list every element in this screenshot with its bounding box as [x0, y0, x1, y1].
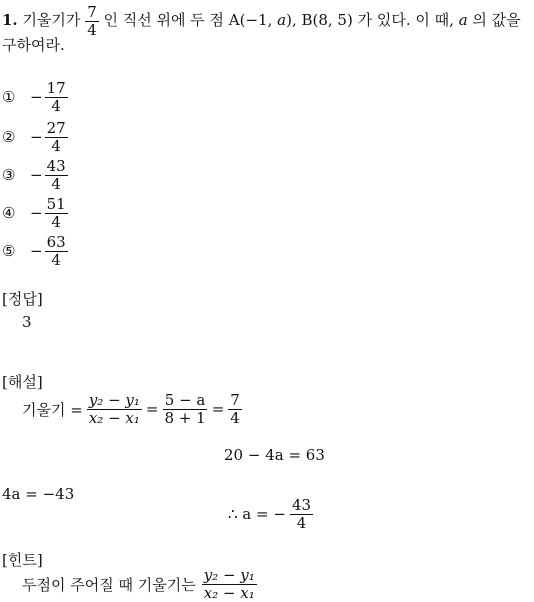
answer-heading: [정답]	[2, 290, 43, 308]
choice-marker: ①	[2, 88, 16, 106]
choice-1[interactable]	[2, 80, 68, 114]
choice-sign: −	[30, 242, 43, 260]
answer-value: 3	[22, 313, 32, 331]
var-a-2: a	[458, 11, 468, 29]
choice-2[interactable]	[2, 120, 68, 154]
choice-denominator: 4	[51, 212, 61, 231]
equals-sign: =	[211, 400, 225, 418]
question-line-1	[2, 4, 521, 38]
explanation-therefore-line	[228, 497, 313, 531]
substituted-fraction	[162, 392, 207, 426]
formula-denominator: x₂ − x₁	[88, 408, 140, 427]
slope-formula-fraction	[87, 392, 142, 426]
slope-numerator: 7	[87, 3, 97, 21]
hint-denominator: x₂ − x₁	[203, 583, 255, 602]
question-text-2: 인 직선 위에 두 점 A(−1,	[103, 11, 278, 29]
question-number: 1.	[2, 11, 18, 29]
explanation-equation-3: 4a = −43	[2, 485, 75, 503]
choice-numerator: 63	[46, 233, 66, 251]
question-text-4: 의 값을	[472, 11, 521, 29]
result-slope-denominator: 4	[230, 408, 240, 427]
therefore-text: ∴ a = −	[228, 505, 286, 523]
final-fraction	[290, 497, 313, 531]
choice-fraction	[45, 158, 68, 192]
result-slope-numerator: 7	[230, 391, 240, 409]
choice-sign: −	[30, 166, 43, 184]
choice-sign: −	[30, 204, 43, 222]
choice-numerator: 51	[46, 195, 66, 213]
choice-numerator: 43	[46, 157, 66, 175]
hint-line	[22, 567, 257, 601]
choice-denominator: 4	[51, 174, 61, 193]
result-slope-fraction	[228, 392, 242, 426]
choice-marker: ④	[2, 204, 16, 222]
final-denominator: 4	[296, 513, 307, 532]
explanation-heading: [해설]	[2, 373, 43, 391]
explanation-slope-line	[22, 392, 242, 426]
question-text-1: 기울기가	[22, 11, 81, 29]
explanation-equation-2: 20 − 4a = 63	[224, 446, 325, 464]
formula-numerator: y₂ − y₁	[88, 391, 140, 409]
choice-4[interactable]	[2, 196, 68, 230]
var-a: a	[277, 11, 287, 29]
choice-numerator: 27	[46, 119, 66, 137]
choice-sign: −	[30, 88, 43, 106]
final-numerator: 43	[291, 496, 312, 514]
choice-marker: ⑤	[2, 242, 16, 260]
explanation-label: 기울기 =	[22, 400, 83, 419]
question-line-2: 구하여라.	[2, 36, 65, 54]
choice-fraction	[45, 234, 68, 268]
choice-denominator: 4	[51, 96, 61, 115]
equals-sign: =	[145, 400, 159, 418]
choice-sign: −	[30, 128, 43, 146]
choice-numerator: 17	[46, 79, 66, 97]
slope-denominator: 4	[87, 20, 97, 39]
choice-5[interactable]	[2, 234, 68, 268]
choice-3[interactable]	[2, 158, 68, 192]
substituted-denominator: 8 + 1	[164, 408, 206, 427]
choice-marker: ③	[2, 166, 16, 184]
choice-denominator: 4	[51, 136, 61, 155]
choice-marker: ②	[2, 128, 16, 146]
choice-fraction	[45, 196, 68, 230]
choice-fraction	[45, 80, 68, 114]
hint-numerator: y₂ − y₁	[203, 566, 255, 584]
hint-heading: [힌트]	[2, 551, 43, 569]
choice-fraction	[45, 120, 68, 154]
choice-denominator: 4	[51, 250, 61, 269]
slope-fraction	[85, 4, 99, 38]
hint-fraction	[202, 567, 257, 601]
question-text-3: ), B(8, 5) 가 있다. 이 때,	[286, 11, 454, 29]
substituted-numerator: 5 − a	[164, 391, 206, 409]
hint-text: 두점이 주어질 때 기울기는	[22, 575, 196, 594]
